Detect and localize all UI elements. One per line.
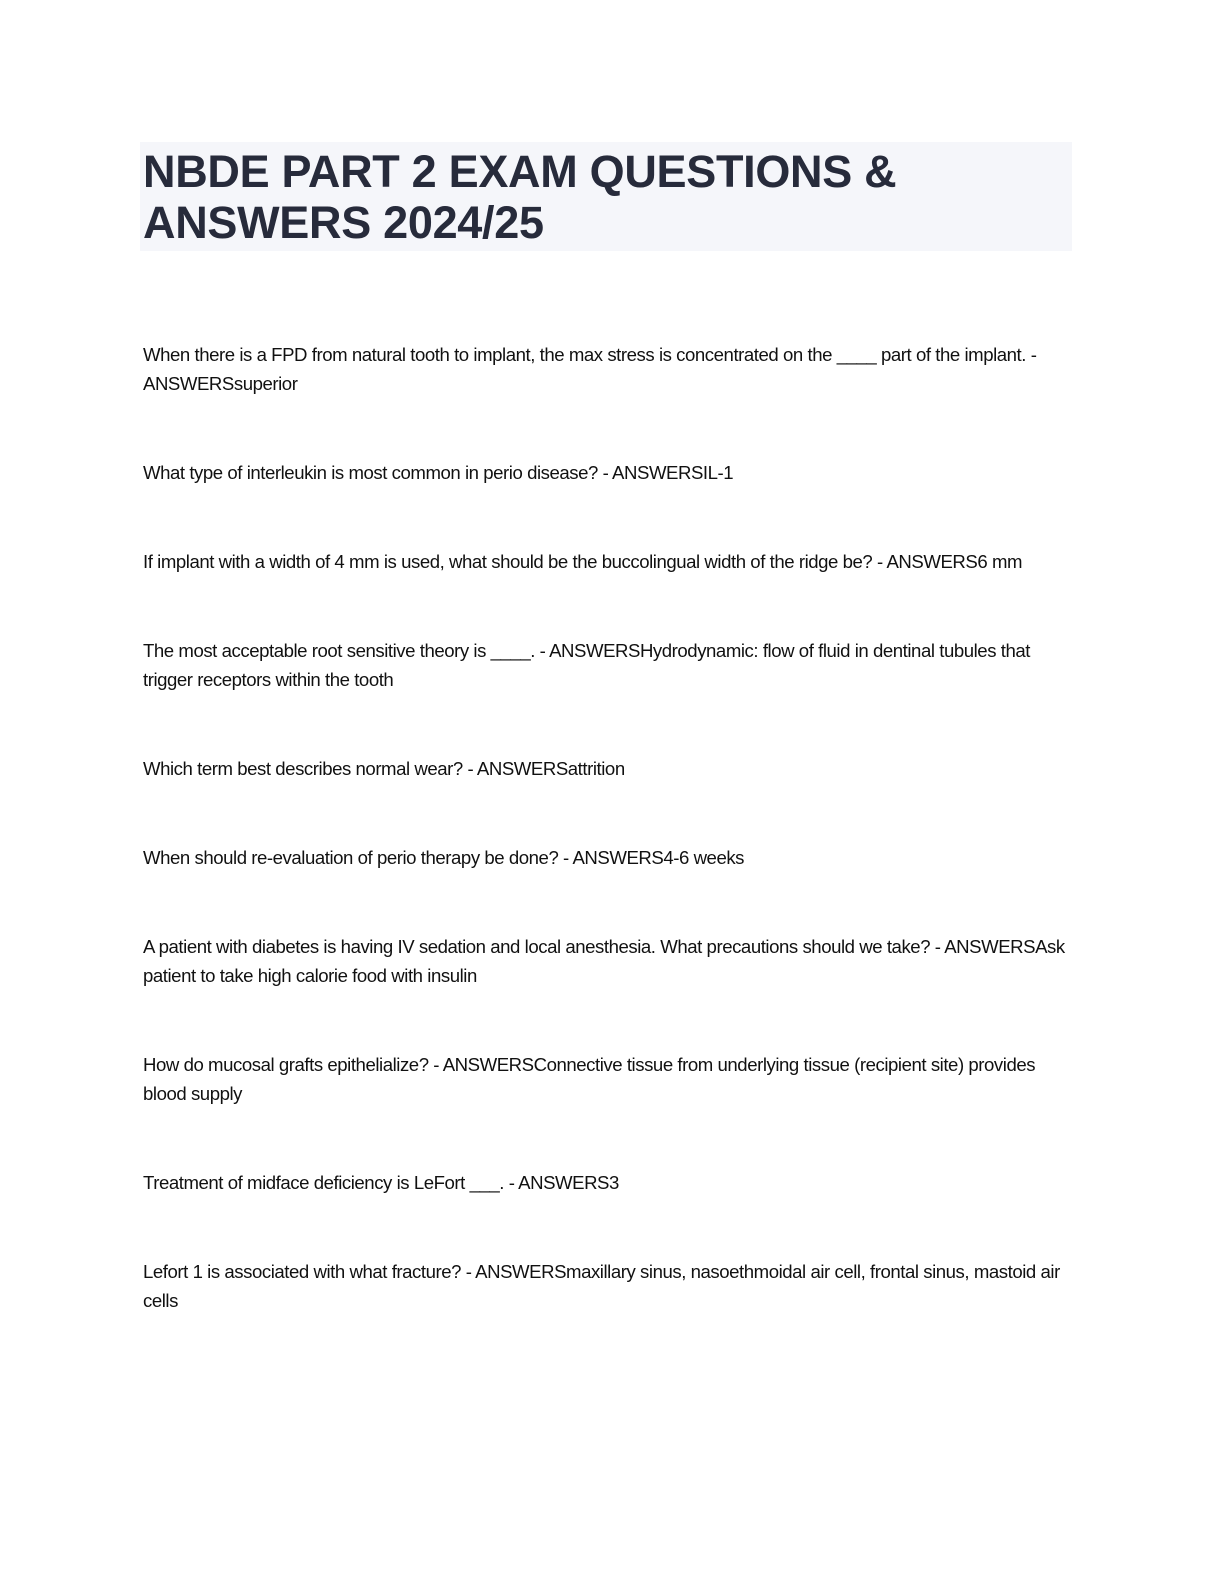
qa-item: A patient with diabetes is having IV sedation and local anesthesia. What precautions should we take? - ANSWERSAsk patient to take high calorie food with insulin	[143, 936, 1065, 986]
qa-item: How do mucosal grafts epithelialize? - ANSWERSConnective tissue from underlying tissue (recipient site) provides blood supply	[143, 1054, 1036, 1104]
title-banner	[140, 142, 1072, 251]
qa-list	[143, 340, 1078, 1375]
qa-item: Which term best describes normal wear? - ANSWERSattrition	[143, 758, 625, 779]
qa-item: If implant with a width of 4 mm is used, what should be the buccolingual width of the ridge be? - ANSWERS6 mm	[143, 551, 1023, 572]
document-title: NBDE PART 2 EXAM QUESTIONS & ANSWERS 2024/25	[143, 146, 897, 248]
qa-item: When should re-evaluation of perio therapy be done? - ANSWERS4-6 weeks	[143, 847, 745, 868]
qa-item: What type of interleukin is most common in perio disease? - ANSWERSIL-1	[143, 462, 734, 483]
qa-item: Lefort 1 is associated with what fracture? - ANSWERSmaxillary sinus, nasoethmoidal air cell, frontal sinus, mastoid air cells	[143, 1261, 1060, 1311]
qa-item: When there is a FPD from natural tooth to implant, the max stress is concentrated on the ____ part of the implant. - ANSWERSsuperior	[143, 344, 1037, 394]
qa-item: The most acceptable root sensitive theory is ____. - ANSWERSHydrodynamic: flow of fluid in dentinal tubules that trigger receptors within the tooth	[143, 640, 1030, 690]
qa-item: Treatment of midface deficiency is LeFort ___. - ANSWERS3	[143, 1172, 619, 1193]
